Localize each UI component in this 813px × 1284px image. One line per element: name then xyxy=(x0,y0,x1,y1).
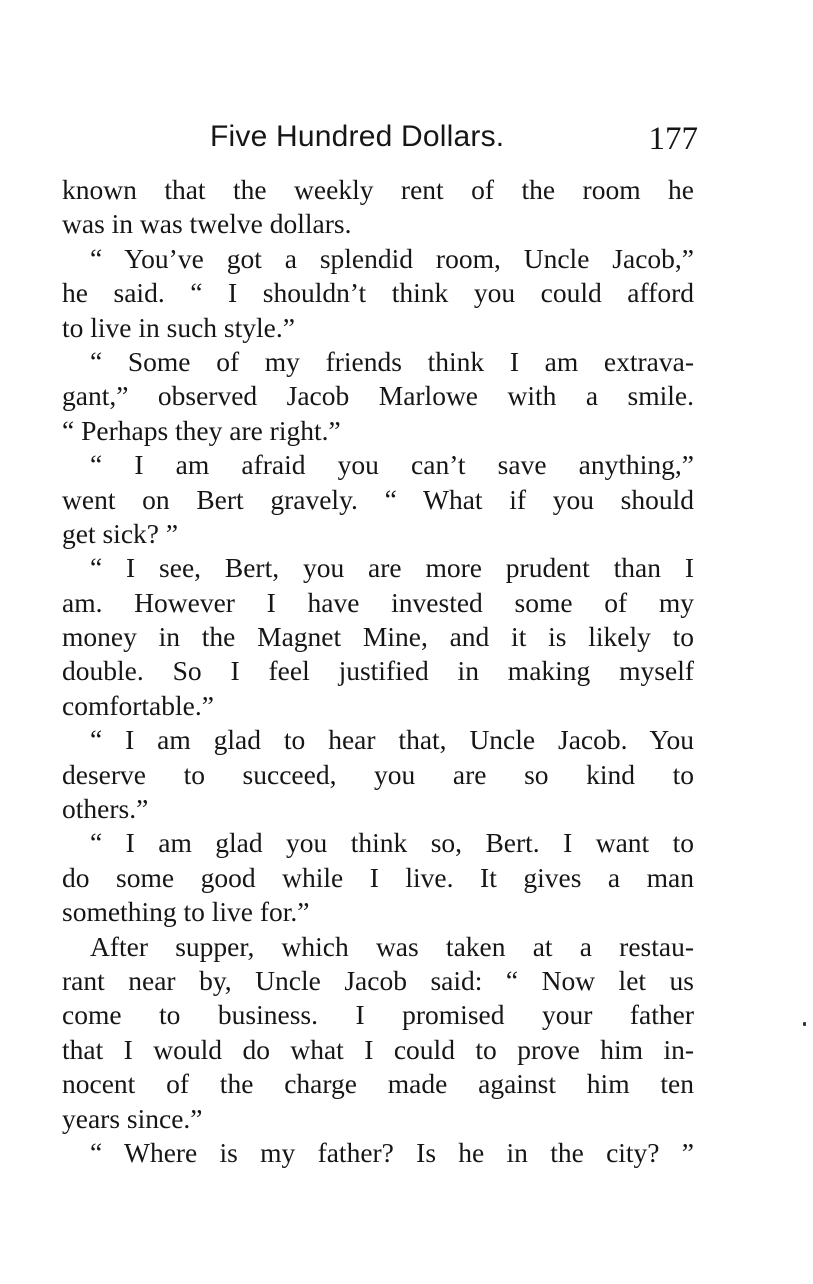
text-line: others.” xyxy=(62,793,149,825)
text-line: “ Perhaps they are right.” xyxy=(62,414,341,446)
paragraph-first-line: “ I am glad you think so, Bert. I want to xyxy=(90,827,694,859)
print-speck xyxy=(803,1022,806,1026)
text-line: was in was twelve dollars. xyxy=(62,208,352,240)
text-line: known that the weekly rent of the room he xyxy=(62,174,694,205)
paragraph-first-line: “ Where is my father? Is he in the city? ” xyxy=(90,1136,694,1168)
paragraph-first-line: “ You’ve got a splendid room, Uncle Jacob,” xyxy=(90,242,694,274)
text-line: he said. “ I shouldn’t think you could afford xyxy=(62,277,694,309)
text-line: double. So I feel justified in making myself xyxy=(62,655,694,687)
text-line: deserve to succeed, you are so kind to xyxy=(62,758,694,790)
text-line: years since.” xyxy=(62,1102,203,1134)
paragraph-first-line: After supper, which was taken at a restau- xyxy=(90,930,694,962)
text-line: something to live for.” xyxy=(62,896,310,928)
paragraph-first-line: “ I am glad to hear that, Uncle Jacob. You xyxy=(90,724,694,756)
paragraph-first-line: “ Some of my friends think I am extrava- xyxy=(90,345,694,377)
page-number: 177 xyxy=(648,121,698,157)
text-line: come to business. I promised your father xyxy=(62,999,694,1031)
text-line: do some good while I live. It gives a man xyxy=(62,861,694,893)
text-line: nocent of the charge made against him ten xyxy=(62,1068,694,1100)
text-line: get sick? ” xyxy=(62,517,179,549)
paragraph-first-line: “ I am afraid you can’t save anything,” xyxy=(90,449,694,481)
text-line: comfortable.” xyxy=(62,689,214,721)
text-line: gant,” observed Jacob Marlowe with a smile. xyxy=(62,380,694,412)
text-line: am. However I have invested some of my xyxy=(62,586,694,618)
text-line: that I would do what I could to prove him in- xyxy=(62,1033,694,1065)
text-line: money in the Magnet Mine, and it is likely to xyxy=(62,621,694,653)
body-text xyxy=(62,173,694,1170)
text-line: rant near by, Uncle Jacob said: “ Now let us xyxy=(62,964,694,996)
text-line: went on Bert gravely. “ What if you should xyxy=(62,483,694,515)
text-line: to live in such style.” xyxy=(62,311,295,343)
paragraph-first-line: “ I see, Bert, you are more prudent than I xyxy=(90,552,694,584)
running-title: Five Hundred Dollars. xyxy=(210,120,505,153)
running-header xyxy=(60,115,700,159)
